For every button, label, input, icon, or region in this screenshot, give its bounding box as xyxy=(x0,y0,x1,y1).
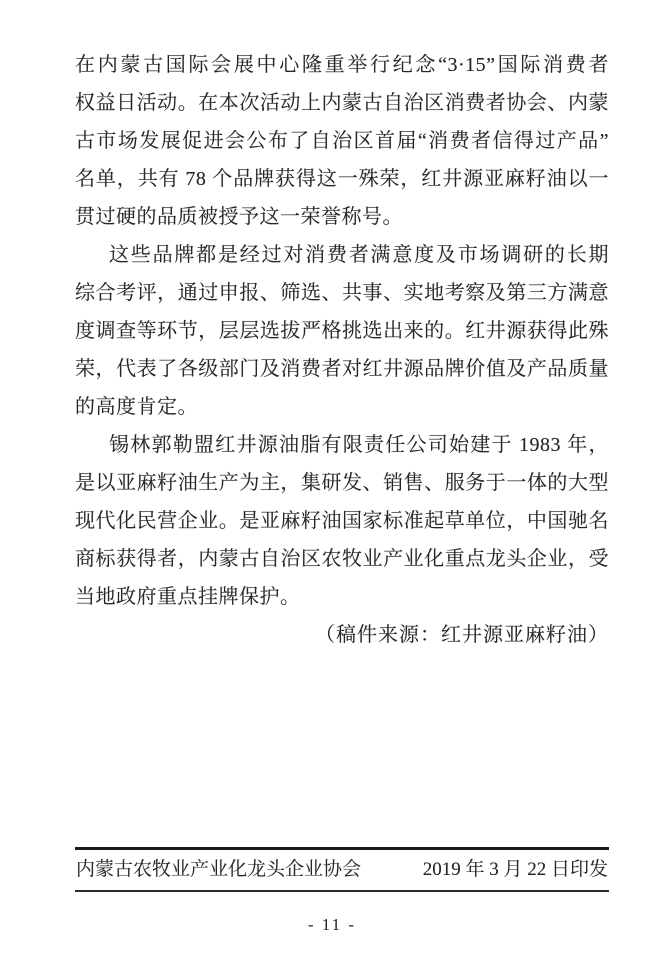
paragraph-line: 在内蒙古国际会展中心隆重举行纪念“3·15”国际消费者 xyxy=(75,54,609,76)
paragraph-line: 锡林郭勒盟红井源油脂有限责任公司始建于 1983 年， xyxy=(109,434,609,456)
paragraph-line: 权益日活动。在本次活动上内蒙古自治区消费者协会、内蒙 xyxy=(75,92,609,114)
paragraph-line: 古市场发展促进会公布了自治区首届“消费者信得过产品” xyxy=(75,130,609,152)
paragraph-line: 贯过硬的品质被授予这一荣誉称号。 xyxy=(75,206,403,228)
document-footer xyxy=(75,847,609,892)
footer-row xyxy=(75,850,609,892)
paragraph-1 xyxy=(75,46,609,236)
paragraph-3 xyxy=(75,426,609,616)
footer-issuer: 内蒙古农牧业产业化龙头企业协会 xyxy=(76,859,362,880)
paragraph-line: 这些品牌都是经过对消费者满意度及市场调研的长期 xyxy=(109,244,609,266)
paragraph-line: 的高度肯定。 xyxy=(75,396,198,418)
paragraph-2 xyxy=(75,236,609,426)
paragraph-line: 是以亚麻籽油生产为主，集研发、销售、服务于一体的大型 xyxy=(75,472,609,494)
paragraph-line: 度调查等环节，层层选拔严格挑选出来的。红井源获得此殊 xyxy=(75,320,609,342)
source-attribution: （稿件来源：红井源亚麻籽油） xyxy=(315,624,609,646)
paragraph-line: 荣，代表了各级部门及消费者对红井源品牌价值及产品质量 xyxy=(75,358,609,380)
paragraph-line: 综合考评，通过申报、筛选、共事、实地考察及第三方满意 xyxy=(75,282,609,304)
paragraph-line: 名单，共有 78 个品牌获得这一殊荣，红井源亚麻籽油以一 xyxy=(75,168,609,190)
document-body xyxy=(75,46,609,654)
paragraph-line: 商标获得者，内蒙古自治区农牧业产业化重点龙头企业，受 xyxy=(75,548,609,570)
paragraph-line: 当地政府重点挂牌保护。 xyxy=(75,586,301,608)
paragraph-line: 现代化民营企业。是亚麻籽油国家标准起草单位，中国驰名 xyxy=(75,510,609,532)
footer-print-date: 2019 年 3 月 22 日印发 xyxy=(422,859,608,880)
page-number: - 11 - xyxy=(307,915,357,934)
